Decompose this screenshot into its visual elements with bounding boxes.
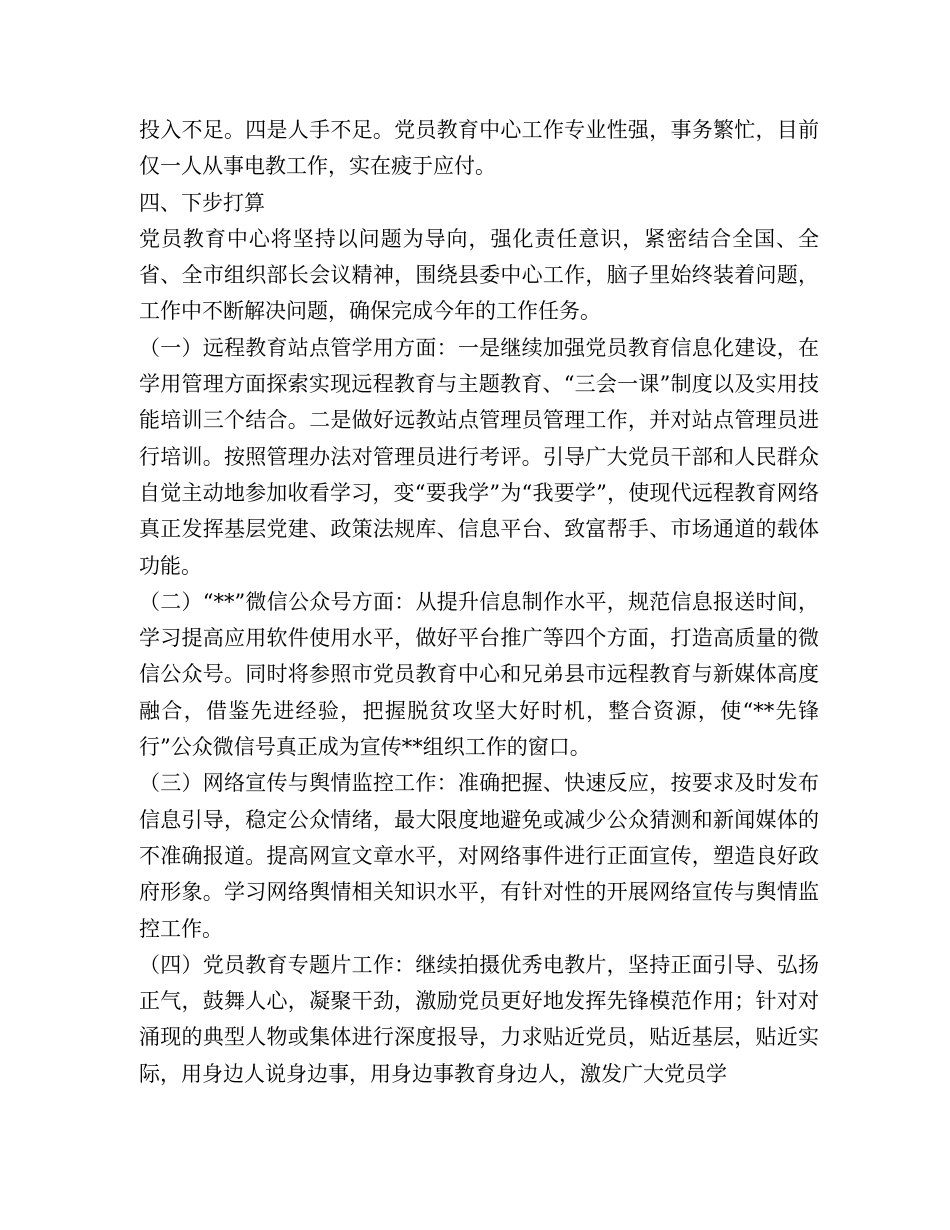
paragraph-intro: 党员教育中心将坚持以问题为导向，强化责任意识，紧密结合全国、全省、全市组织部长会议精神，围绕县委中心工作，脑子里始终装着问题，工作中不断解决问题，确保完成今年的工作任务。 <box>139 226 819 324</box>
paragraph-item-3: （三）网络宣传与舆情监控工作：准确把握、快速反应，按要求及时发布信息引导，稳定公众情绪，最大限度地避免或减少公众猜测和新闻媒体的不准确报道。提高网宣文章水平，对网络事件进行正面宣传，塑造良好政府形象。学习网络舆情相关知识水平，有针对性的开展网络宣传与舆情监控工作。 <box>139 771 819 941</box>
paragraph-continuation: 投入不足。四是人手不足。党员教育中心工作专业性强，事务繁忙，目前仅一人从事电教工作，实在疲于应付。 <box>139 118 819 179</box>
section-heading-next-steps: 四、下步打算 <box>139 190 265 215</box>
document-body <box>139 112 819 1092</box>
paragraph-item-4: （四）党员教育专题片工作：继续拍摄优秀电教片，坚持正面引导、弘扬正气，鼓舞人心，凝聚干劲，激励党员更好地发挥先锋模范作用；针对对涌现的典型人物或集体进行深度报导，力求贴近党员，贴近基层，贴近实际，用身边人说身边事，用身边事教育身边人，激发广大党员学 <box>139 952 819 1086</box>
paragraph-item-2: （二）“**”微信公众号方面：从提升信息制作水平，规范信息报送时间，学习提高应用软件使用水平，做好平台推广等四个方面，打造高质量的微信公众号。同时将参照市党员教育中心和兄弟县市远程教育与新媒体高度融合，借鉴先进经验，把握脱贫攻坚大好时机，整合资源，使“**先锋行”公众微信号真正成为宣传**组织工作的窗口。 <box>139 589 819 760</box>
paragraph-item-1: （一）远程教育站点管学用方面：一是继续加强党员教育信息化建设，在学用管理方面探索实现远程教育与主题教育、“三会一课”制度以及实用技能培训三个结合。二是做好远教站点管理员管理工作，并对站点管理员进行培训。按照管理办法对管理员进行考评。引导广大党员干部和人民群众自觉主动地参加收看学习，变“要我学”为“我要学”，使现代远程教育网络真正发挥基层党建、政策法规库、信息平台、致富帮手、市场通道的载体功能。 <box>139 335 819 578</box>
